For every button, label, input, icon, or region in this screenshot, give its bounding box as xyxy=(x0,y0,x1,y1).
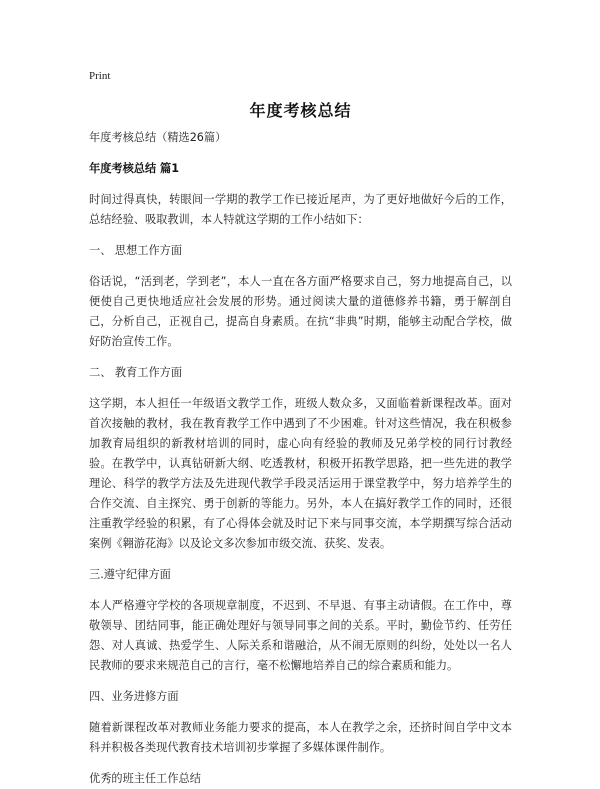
section-body-discipline: 本人严格遵守学校的各项规章制度，不迟到、不早退、有事主动请假。在工作中，尊敬领导、团结同事，能正确处理好与领导同事之间的关系。平时，勤俭节约、任劳任怨、对人真诚、热爱学生、人际关系和谐融洽，从不闹无原则的纠纷，处处以一名人民教师的要求来规范自己的言行，毫不松懈地培养自己的综合素质和能力。 xyxy=(89,599,512,672)
section-heading-thought: 一、 思想工作方面 xyxy=(89,244,183,257)
document-body xyxy=(89,128,512,789)
article-heading: 年度考核总结 篇1 xyxy=(89,162,179,175)
document-subtitle: 年度考核总结（精选26篇） xyxy=(89,131,227,144)
section-heading-training: 四、业务进修方面 xyxy=(89,690,179,703)
section-heading-teaching: 二、 教育工作方面 xyxy=(89,366,183,379)
section-body-thought: 俗话说，“活到老，学到老”，本人一直在各方面严格要求自己，努力地提高自己，以便使自己更快地适应社会发展的形势。通过阅读大量的道德修养书籍，勇于解剖自己，分析自己，正视自己，提高自身素质。在抗“非典”时期，能够主动配合学校，做好防治宣传工作。 xyxy=(89,275,512,348)
intro-paragraph: 时间过得真快，转眼间一学期的教学工作已接近尾声，为了更好地做好今后的工作，总结经验、吸取教训，本人特就这学期的工作小结如下： xyxy=(89,193,512,226)
section-body-training: 随着新课程改革对教师业务能力要求的提高，本人在教学之余，还挤时间自学中文本科并积极各类现代教育技术培训初步掌握了多媒体课件制作。 xyxy=(89,721,512,754)
page-title: 年度考核总结 xyxy=(249,101,352,120)
print-link[interactable]: Print xyxy=(89,70,111,82)
closing-line: 优秀的班主任工作总结 xyxy=(89,772,201,785)
section-body-teaching: 这学期，本人担任一年级语文教学工作，班级人数众多，又面临着新课程改革。面对首次接触的教材，我在教育教学工作中遇到了不少困难。针对这些情况，我在积极参加教育局组织的新教材培训的同时，虚心向有经验的教师及兄弟学校的同行讨教经验。在教学中，认真钻研新大纲、吃透教材，积极开拓教学思路，把一些先进的教学理论、科学的教学方法及先进现代教学手段灵活运用于课堂教学中，努力培养学生的合作交流、自主探究、勇于创新的等能力。另外，本人在搞好教学工作的同时，还很注重教学经验的积累，有了心得体会就及时记下来与同事交流，本学期撰写综合活动案例《翱游花海》以及论文多次参加市级交流、获奖、发表。 xyxy=(89,397,512,550)
section-heading-discipline: 三.遵守纪律方面 xyxy=(89,568,171,581)
